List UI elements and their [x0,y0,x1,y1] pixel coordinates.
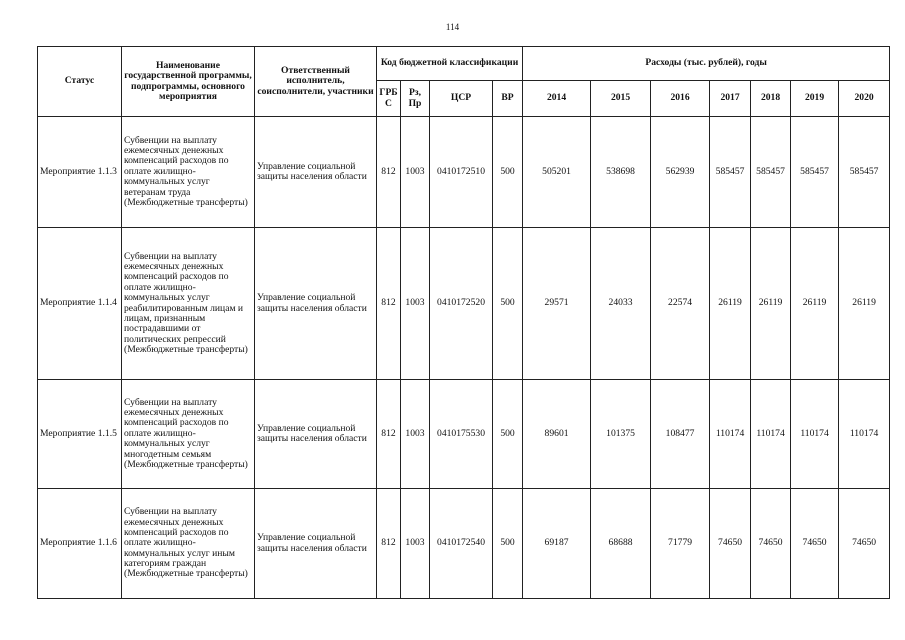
table-row [38,380,890,489]
row-value: 562939 [651,117,710,228]
row-rzpr: 1003 [401,228,430,380]
header-name: Наименование государственной программы, подпрограммы, основного мероприятия [122,47,255,117]
table-row [38,489,890,599]
row-name: Субвенции на выплату ежемесячных денежных компенсаций расходов по оплате жилищно-коммунальных услуг ветеранам труда (Межбюджетные трансферты) [122,117,255,228]
row-value: 29571 [523,228,591,380]
row-vr: 500 [493,380,523,489]
row-value: 74650 [839,489,890,599]
row-value: 538698 [591,117,651,228]
header-year: 2019 [791,81,839,117]
header-year: 2014 [523,81,591,117]
row-value: 89601 [523,380,591,489]
budget-table [37,46,890,599]
row-value: 26119 [751,228,791,380]
row-executor: Управление социальной защиты населения области [255,380,377,489]
row-rzpr: 1003 [401,117,430,228]
row-value: 585457 [791,117,839,228]
row-value: 108477 [651,380,710,489]
header-rzpr: Рз, Пр [401,81,430,117]
row-csr: 0410172540 [430,489,493,599]
header-row-1 [38,47,890,81]
row-value: 585457 [751,117,791,228]
row-value: 110174 [791,380,839,489]
table-row [38,228,890,380]
row-value: 110174 [710,380,751,489]
table-row [38,117,890,228]
header-year: 2015 [591,81,651,117]
row-vr: 500 [493,489,523,599]
header-csr: ЦСР [430,81,493,117]
header-vr: ВР [493,81,523,117]
row-value: 71779 [651,489,710,599]
row-grbs: 812 [377,489,401,599]
row-value: 26119 [710,228,751,380]
header-grbs: ГРБ С [377,81,401,117]
row-grbs: 812 [377,117,401,228]
header-budget-code: Код бюджетной классификации [377,47,523,81]
row-value: 74650 [791,489,839,599]
row-name: Субвенции на выплату ежемесячных денежных компенсаций расходов по оплате жилищно-коммунальных услуг иным категориям граждан (Межбюджетные трансферты) [122,489,255,599]
row-rzpr: 1003 [401,489,430,599]
row-status: Мероприятие 1.1.3 [38,117,122,228]
row-vr: 500 [493,117,523,228]
row-name: Субвенции на выплату ежемесячных денежных компенсаций расходов по оплате жилищно-коммунальных услуг многодетным семьям (Межбюджетные трансферты) [122,380,255,489]
row-value: 74650 [751,489,791,599]
row-value: 585457 [710,117,751,228]
row-csr: 0410175530 [430,380,493,489]
row-value: 24033 [591,228,651,380]
header-expenses: Расходы (тыс. рублей), годы [523,47,890,81]
row-status: Мероприятие 1.1.6 [38,489,122,599]
row-status: Мероприятие 1.1.5 [38,380,122,489]
row-value: 110174 [751,380,791,489]
header-year: 2020 [839,81,890,117]
row-value: 585457 [839,117,890,228]
header-year: 2017 [710,81,751,117]
header-year: 2016 [651,81,710,117]
row-value: 26119 [839,228,890,380]
row-value: 101375 [591,380,651,489]
row-grbs: 812 [377,228,401,380]
header-executor: Ответственный исполнитель, соисполнители, участники [255,47,377,117]
row-rzpr: 1003 [401,380,430,489]
row-status: Мероприятие 1.1.4 [38,228,122,380]
page-number: 114 [445,22,460,32]
row-value: 69187 [523,489,591,599]
row-value: 110174 [839,380,890,489]
row-value: 26119 [791,228,839,380]
row-value: 22574 [651,228,710,380]
row-csr: 0410172510 [430,117,493,228]
row-value: 68688 [591,489,651,599]
row-grbs: 812 [377,380,401,489]
row-name: Субвенции на выплату ежемесячных денежных компенсаций расходов по оплате жилищно-коммунальных услуг реабилитированным лицам и лицам, признанным пострадавшими от политических репрессий (Межбюджетные трансферты) [122,228,255,380]
row-executor: Управление социальной защиты населения области [255,117,377,228]
row-value: 505201 [523,117,591,228]
row-value: 74650 [710,489,751,599]
row-vr: 500 [493,228,523,380]
row-executor: Управление социальной защиты населения области [255,489,377,599]
header-year: 2018 [751,81,791,117]
row-csr: 0410172520 [430,228,493,380]
header-status: Статус [38,47,122,117]
row-executor: Управление социальной защиты населения области [255,228,377,380]
